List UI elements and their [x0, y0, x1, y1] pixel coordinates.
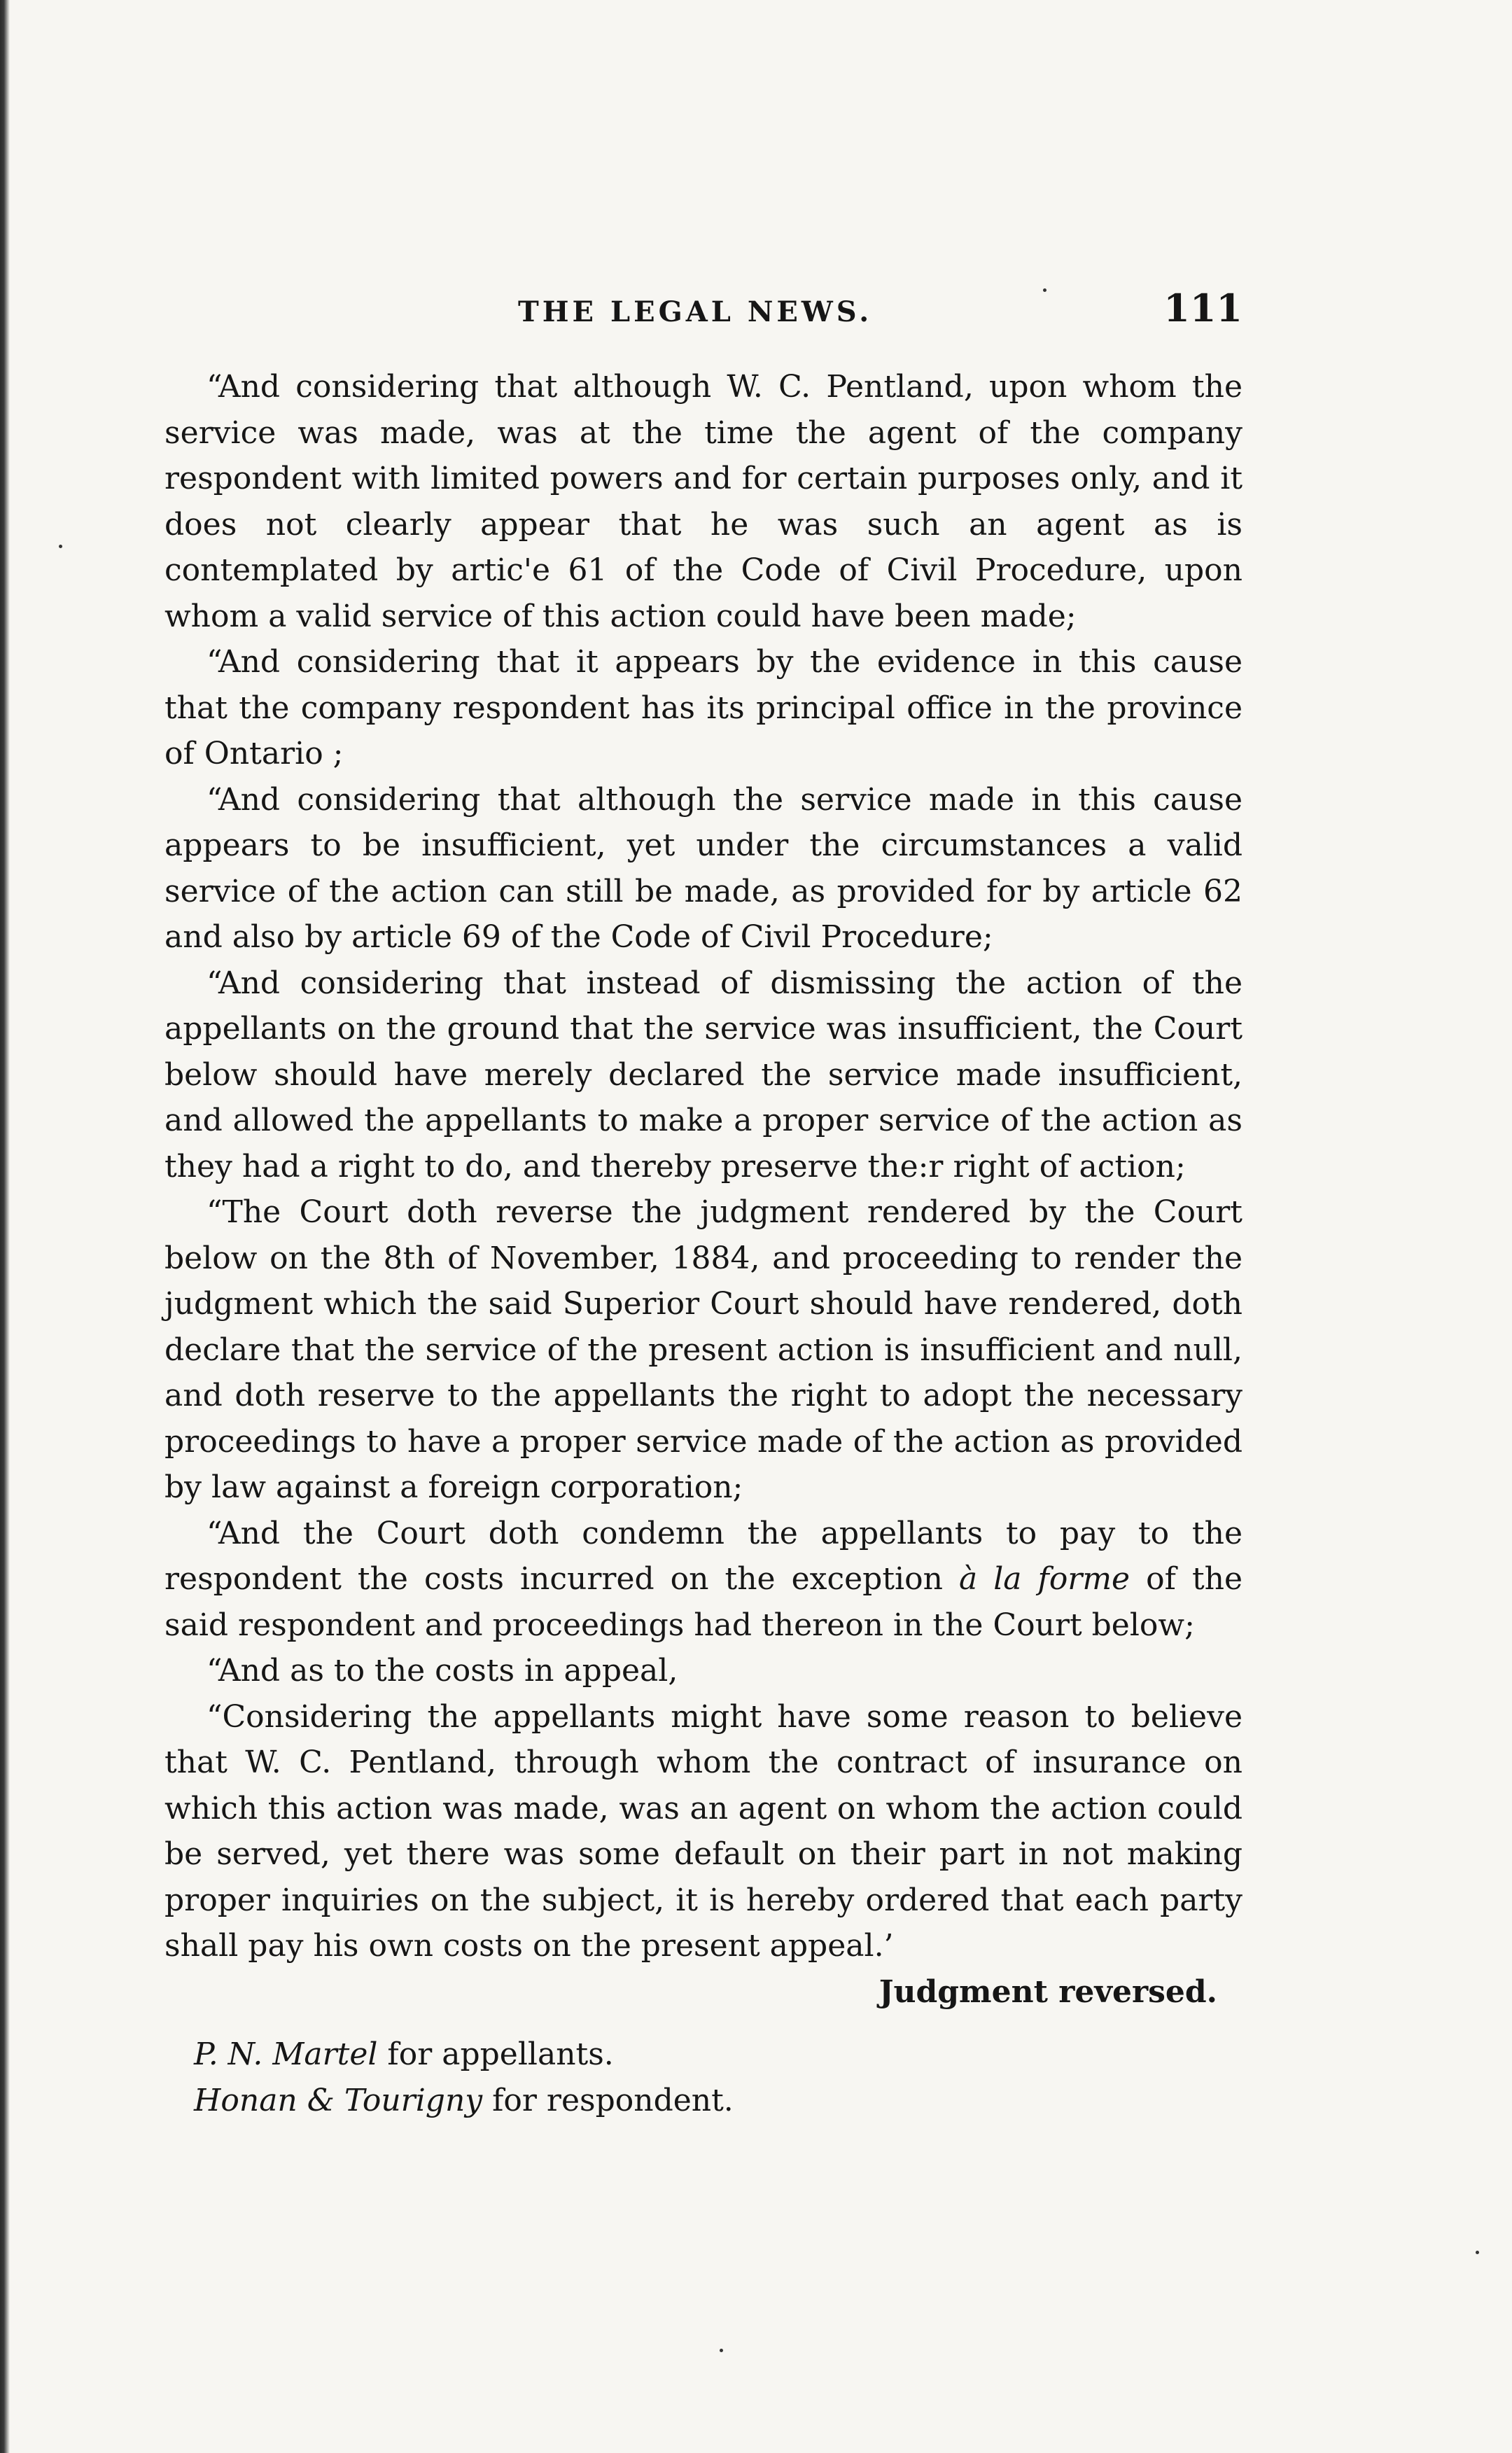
- counsel-list: [164, 2032, 1242, 2123]
- paragraph: “And considering that instead of dismissing the action of the appellants on the ground that the service was insufficient, the Court below should have merely declared the service made insufficient, and allowed the appellants to make a proper service of the action as they had a right to do, and thereby preserve the:r right of action;: [164, 965, 1242, 1184]
- paragraph: “And considering that it appears by the evidence in this cause that the company respondent has its principal office in the province of Ontario ;: [164, 644, 1242, 771]
- paragraph: “And considering that although W. C. Pentland, upon whom the service was made, was at the time the agent of the company respondent with limited powers and for certain purposes only, and it does not clearly appear that he was such an agent as is contemplated by artic'e 61 of the Code of Civil Procedure, upon whom a valid service of this action could have been made;: [164, 369, 1242, 634]
- paragraph: “The Court doth reverse the judgment rendered by the Court below on the 8th of November, 1884, and proceeding to render the judgment which the said Superior Court should have rendered, doth declare that the service of the present action is insufficient and null, and doth reserve to the appellants the right to adopt the necessary proceedings to have a proper service made of the action as provided by law against a foreign corporation;: [164, 1194, 1242, 1505]
- counsel-name: Honan & Tourigny: [194, 2082, 483, 2118]
- costs-text-before: “And the Court doth condemn the appellants to pay to the respondent the costs incurred on the exception: [164, 1515, 1242, 1597]
- running-head: [164, 280, 1242, 343]
- counsel-role: for respondent.: [482, 2082, 734, 2118]
- scan-speck: [1476, 2251, 1479, 2254]
- italic-phrase: à la forme: [958, 1561, 1130, 1597]
- costs-paragraph: [164, 1511, 1242, 1649]
- paragraph: “Considering the appellants might have some reason to believe that W. C. Pentland, through whom the contract of insurance on which this action was made, was an agent on whom the action could be served, yet there was some default on their part in not making proper inquiries on the subject, it is hereby ordered that each party shall pay his own costs on the present appeal.’: [164, 1698, 1242, 1964]
- costs-text-after: of the said respondent and proceedings had thereon in the Court below;: [164, 1561, 1242, 1643]
- judgment-text: [164, 364, 1242, 2123]
- page-number: 111: [1163, 286, 1242, 330]
- counsel-line: [164, 2032, 1242, 2078]
- counsel-line: [164, 2078, 1242, 2124]
- scan-speck: [59, 545, 62, 548]
- paragraph: “And as to the costs in appeal,: [206, 1653, 678, 1689]
- document-page: [164, 280, 1242, 2254]
- running-title: THE LEGAL NEWS.: [518, 295, 873, 328]
- paragraph: “And considering that although the service made in this cause appears to be insufficient, yet under the circumstances a valid service of the action can still be made, as provided for by article 62 and also by article 69 of the Code of Civil Procedure;: [164, 781, 1242, 955]
- scan-speck: [720, 2349, 723, 2352]
- scan-edge-shadow: [0, 0, 10, 2453]
- counsel-role: for appellants.: [377, 2036, 614, 2072]
- judgment-outcome: Judgment reversed.: [878, 1973, 1217, 2010]
- counsel-name: P. N. Martel: [194, 2036, 378, 2072]
